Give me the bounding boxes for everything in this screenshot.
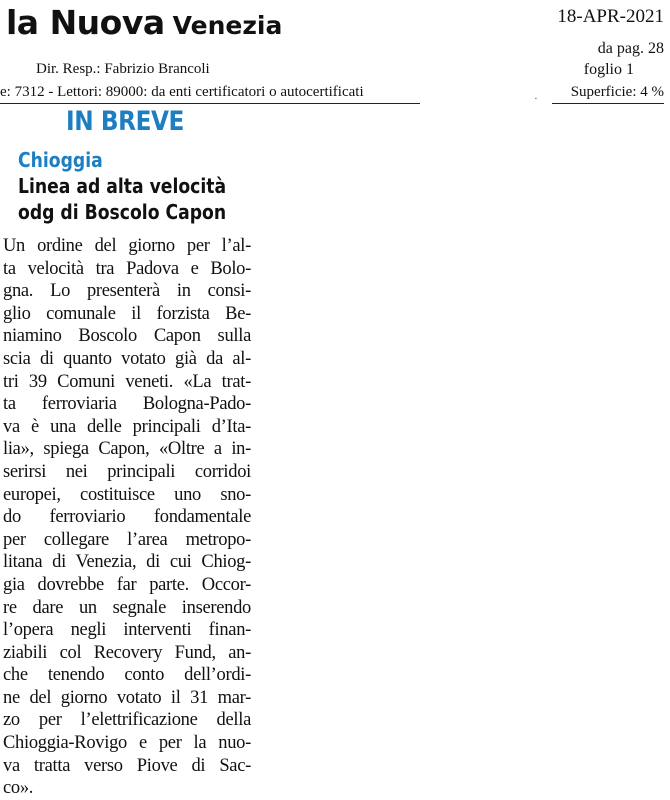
article-body (3, 235, 251, 800)
body-line: ziabili col Recovery Fund, an- (3, 642, 251, 663)
publication-date: 18-APR-2021 (557, 6, 664, 27)
clipping-header (0, 0, 670, 110)
tiny-mark: ▪ (535, 97, 537, 102)
body-line: per collegare l’area metropo- (3, 529, 251, 550)
body-line: ne del giorno votato il 31 mar- (3, 687, 251, 708)
article-topic: Chioggia (18, 148, 103, 172)
page-reference: da pag. 28 (597, 40, 664, 57)
newspaper-edition: Venezia (172, 11, 283, 40)
body-line: litana di Venezia, di cui Chiog- (3, 552, 251, 573)
body-line: va tratta verso Piove di Sac- (3, 755, 251, 776)
section-kicker: IN BREVE (66, 106, 184, 137)
newspaper-name: la Nuova (6, 3, 165, 42)
body-line: tri 39 Comuni veneti. «La trat- (3, 371, 251, 392)
body-line: Chioggia-Rovigo e per la nuo- (3, 733, 251, 754)
body-line: che tenendo conto dell’ordi- (3, 665, 251, 686)
body-line: glio comunale il forzista Be- (3, 303, 251, 324)
body-line: europei, costituisce uno sno- (3, 484, 251, 505)
body-line: re dare un segnale inserendo (3, 597, 251, 618)
newspaper-logo (6, 2, 282, 47)
body-line: gna. Lo presenterà in consi- (3, 281, 251, 302)
body-line: ta velocità tra Padova e Bolo- (3, 258, 251, 279)
article-headline (18, 173, 226, 225)
body-line: Un ordine del giorno per l’al- (3, 236, 251, 256)
body-line: va è una delle principali d’Ita- (3, 416, 251, 437)
body-line: serirsi nei principali corridoi (3, 461, 251, 482)
surface-divider (552, 103, 664, 104)
sheet-number: foglio 1 (583, 61, 634, 78)
body-line: lia», spiega Capon, «Oltre a in- (3, 439, 251, 460)
surface-percentage: Superficie: 4 % (570, 84, 664, 100)
body-line: do ferroviario fondamentale (3, 507, 251, 528)
body-line: gia dovrebbe far parte. Occor- (3, 574, 251, 595)
stats-divider (0, 103, 420, 104)
circulation-stats: e: 7312 - Lettori: 89000: da enti certificatori o autocertificati (0, 84, 364, 100)
body-line: zo per l’elettrificazione della (3, 710, 251, 731)
headline-line: Linea ad alta velocità (18, 174, 227, 198)
headline-line: odg di Boscolo Capon (18, 200, 227, 224)
body-line: scia di quanto votato già da al- (3, 348, 251, 369)
body-line: ta ferroviaria Bologna-Pado- (3, 394, 251, 415)
body-line: l’opera negli interventi finan- (3, 620, 251, 641)
director-line: Dir. Resp.: Fabrizio Brancoli (36, 61, 210, 77)
body-line: niamino Boscolo Capon sulla (3, 326, 251, 347)
body-line: co». (3, 778, 34, 799)
